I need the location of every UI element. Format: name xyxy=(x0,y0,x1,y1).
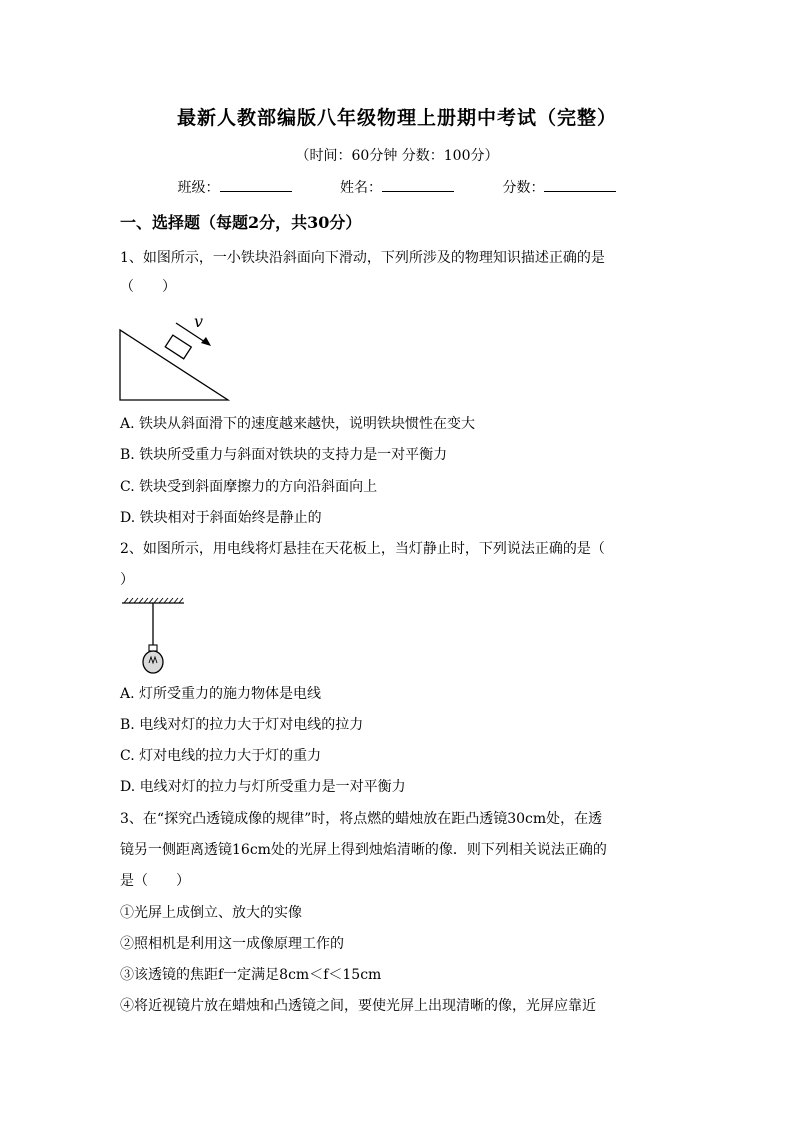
iron-block xyxy=(165,335,191,359)
q3-stem-line3: 是（ ） xyxy=(120,873,190,889)
q1-option-b: B. 铁块所受重力与斜面对铁块的支持力是一对平衡力 xyxy=(120,447,448,463)
q2-option-a: A. 灯所受重力的施力物体是电线 xyxy=(120,686,322,702)
q3-stem-line1: 3、在“探究凸透镜成像的规律”时，将点燃的蜡烛放在距凸透镜30cm处，在透 xyxy=(120,811,603,827)
hanging-lamp-figure xyxy=(118,597,188,677)
q1-option-c: C. 铁块受到斜面摩擦力的方向沿斜面向上 xyxy=(120,479,378,495)
class-blank xyxy=(220,177,292,192)
q1-option-a: A. 铁块从斜面滑下的速度越来越快，说明铁块惯性在变大 xyxy=(120,416,476,432)
score-label: 分数： xyxy=(502,180,545,196)
q1-option-d: D. 铁块相对于斜面始终是静止的 xyxy=(120,510,322,526)
q1-stem-line2: （ ） xyxy=(120,279,176,295)
ceiling-hatch xyxy=(124,598,183,603)
incline-figure xyxy=(118,312,230,404)
q2-option-d: D. 电线对灯的拉力与灯所受重力是一对平衡力 xyxy=(120,779,406,795)
q3-stem-line2: 镜另一侧距离透镜16cm处的光屏上得到烛焰清晰的像．则下列相关说法正确的 xyxy=(120,842,607,858)
name-blank xyxy=(382,177,454,192)
q2-option-c: C. 灯对电线的拉力大于灯的重力 xyxy=(120,748,322,764)
q3-item-1: ①光屏上成倒立、放大的实像 xyxy=(120,905,302,921)
q2-option-b: B. 电线对灯的拉力大于灯对电线的拉力 xyxy=(120,717,364,733)
q2-stem-line1: 2、如图所示，用电线将灯悬挂在天花板上，当灯静止时，下列说法正确的是（ xyxy=(120,541,605,557)
q3-item-2: ②照相机是利用这一成像原理工作的 xyxy=(120,936,344,952)
lamp-socket xyxy=(149,645,157,651)
q3-item-3: ③该透镜的焦距f一定满足8cm＜f＜15cm xyxy=(120,967,382,983)
q2-stem-line2: ） xyxy=(120,572,134,588)
velocity-arrowhead xyxy=(201,337,211,346)
section-heading: 一、选择题（每题2分，共30分） xyxy=(120,213,362,232)
q1-stem-line1: 1、如图所示，一小铁块沿斜面向下滑动，下列所涉及的物理知识描述正确的是 xyxy=(120,250,605,266)
class-label: 班级： xyxy=(177,180,220,196)
page-title: 最新人教部编版八年级物理上册期中考试（完整） xyxy=(176,107,617,129)
student-info-row xyxy=(0,177,794,197)
velocity-label: v xyxy=(194,312,204,331)
score-blank xyxy=(544,177,616,192)
name-label: 姓名： xyxy=(340,180,382,196)
q3-item-4: ④将近视镜片放在蜡烛和凸透镜之间，要使光屏上出现清晰的像，光屏应靠近 xyxy=(120,998,596,1014)
exam-time-score: （时间：60分钟 分数：100分） xyxy=(295,148,499,164)
